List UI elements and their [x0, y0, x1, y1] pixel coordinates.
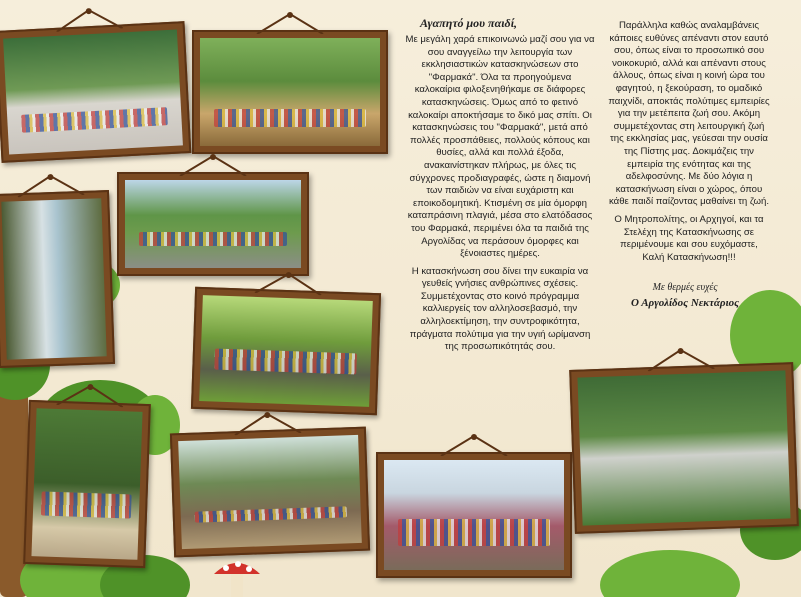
hanging-string: [255, 12, 325, 34]
camp-photo: [199, 295, 373, 407]
photo-frame-6: [23, 400, 151, 568]
photo-frame-3: [117, 172, 309, 276]
camp-photo: [3, 30, 183, 155]
letter-paragraph: Παράλληλα καθώς αναλαμβάνεις κάποιες ευθύνες απέναντι στον εαυτό σου, όπως είναι το προσωπικό σου νοικοκυριό, αλλά και απέναντι στους άλλους, όπως είναι η κοινή ώρα του φαγητού, η ξεκούραση, το ομαδικό παιχνίδι, αποκτάς πολύτιμες εμπειρίες για την μετέπειτα ζωή σου. Ακόμη συμμετέχοντας στη λειτουργική ζωή της εκκλησίας μας, γεύεσαι την ουσία της Πίστης μας. Δοκιμάζεις την εμπειρία της ενότητας και της αδελφοσύνης. Με δύο λόγια η κατασκήνωση είναι ο χώρος, όπου κάθε παιδί παίζοντας μαθαίνει τη ζωή.: [608, 20, 770, 208]
hanging-string: [178, 154, 248, 176]
letter-greeting: Αγαπητό μου παιδί,: [420, 16, 518, 30]
hanging-string: [646, 347, 717, 371]
letter-right-column: [608, 20, 770, 269]
camp-photo: [577, 370, 790, 525]
closing-text: Με θερμές ευχές: [652, 282, 718, 293]
photo-frame-8: [376, 452, 572, 578]
hanging-string: [55, 383, 126, 407]
hanging-string: [253, 271, 324, 295]
photo-frame-1: [0, 21, 191, 163]
camp-photo: [125, 180, 301, 268]
hanging-string: [15, 173, 86, 197]
camp-photo: [200, 38, 380, 146]
hanging-string: [54, 6, 125, 32]
letter-left-column: [405, 34, 595, 359]
camp-photo: [31, 408, 142, 560]
letter-paragraph: Ο Μητροπολίτης, οι Αρχηγοί, και τα Στελέχη της Κατασκήνωσης σε περιμένουμε και σου ευχόμαστε, Καλή Κατασκήνωση!!!: [614, 213, 764, 263]
photo-frame-9: [569, 362, 799, 534]
camp-photo: [1, 198, 106, 359]
letter-paragraph: Η κατασκήνωση σου δίνει την ευκαιρία να γευθείς γνήσιες ανθρώπινες σχέσεις. Συμμετέχοντας στο κοινό πρόγραμμα καλλιεργείς τον αλληλοσεβασμό, την αλληλοεκτίμηση, την συντροφικότητα, πράγματα πολύτιμα για την υγιή ωρίμανση της προσωπικότητάς σου.: [409, 265, 591, 353]
mushroom-icon: [212, 556, 262, 597]
photo-frame-4: [0, 190, 115, 368]
camp-photo: [178, 435, 362, 549]
photo-frame-7: [170, 427, 370, 558]
camp-photo: [384, 460, 564, 570]
hanging-string: [439, 434, 509, 456]
bush: [600, 550, 740, 597]
hanging-string: [232, 411, 303, 435]
letter-paragraph: Με μεγάλη χαρά επικοινωνώ μαζί σου για να σου αναγγείλω την λειτουργία των εκκλησιαστικών κατασκηνώσεων στο "Φαρμακά". Όλα τα προηγούμενα καλοκαίρια φιλοξενηθήκαμε σε διάφορες κατασκηνώσεις. Όμως από το φετινό καλοκαίρι αποκτήσαμε το δικό μας σπίτι. Οι κατασκηνώσεις του "Φαρμακά", μετά από πολλές προσπάθειες, πολλούς κόπους και θυσίες, αλλά και πολλά έξοδα, ανακαινίστηκαν πλήρως, με όλες τις σύγχρονες προδιαγραφές, ώστε η διαμονή των παιδιών να είναι ευχάριστη και εποικοδομητική. Κτισμένη σε μία όμορφη καταπράσινη πλαγιά, μέσα στο ελατόδασος του Φαρμακά, περιμένει όλα τα παιδιά της Αργολίδας να περάσουν όμορφες και ξένοιαστες ημέρες.: [405, 34, 595, 260]
tree-trunk: [0, 380, 28, 597]
photo-frame-5: [191, 287, 381, 415]
photo-frame-2: [192, 30, 388, 154]
signature: Ο Αργολίδος Νεκτάριος: [630, 297, 740, 309]
